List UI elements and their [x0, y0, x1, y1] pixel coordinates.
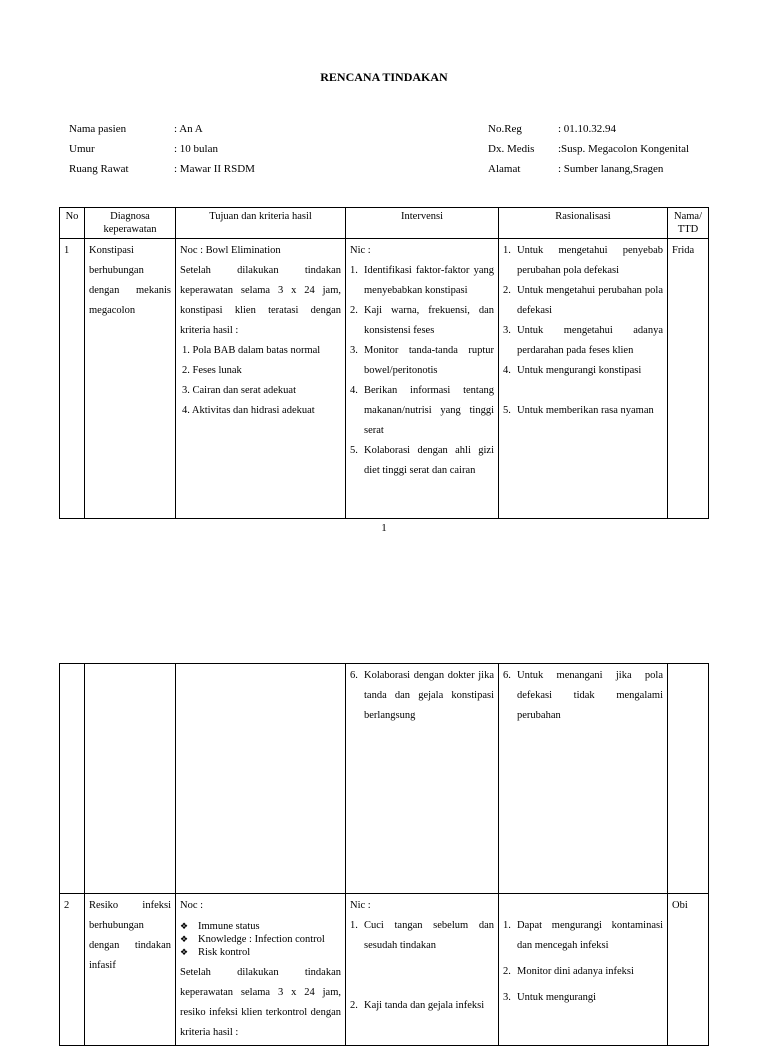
- list-item: 4. Berikan informasi tentang makanan/nutrisi yang tinggi serat: [350, 385, 494, 436]
- cont-rasionalisasi-list: [503, 666, 663, 726]
- header-tujuan: Tujuan dan kriteria hasil: [176, 208, 346, 239]
- row2-rasionalisasi-list: [503, 916, 663, 1008]
- kriteria-item: 2. Feses lunak: [182, 365, 242, 376]
- cont-diagnosa: [85, 664, 176, 894]
- kriteria-item: 4. Aktivitas dan hidrasi adekuat: [182, 405, 315, 416]
- list-item: 1. Cuci tangan sebelum dan sesudah tindakan: [350, 920, 494, 951]
- list-item: ❖ Immune status: [180, 921, 260, 932]
- table-row: [60, 664, 709, 894]
- diamond-bullet-icon: ❖: [180, 921, 189, 931]
- list-item: ❖ Risk kontrol: [180, 947, 251, 958]
- kriteria-item: 1. Pola BAB dalam batas normal: [182, 345, 321, 356]
- care-plan-table-continued: [59, 663, 709, 1046]
- patient-info-left: [69, 119, 255, 179]
- list-item: 1. Identifikasi faktor-faktor yang menyebabkan konstipasi: [350, 265, 494, 296]
- row2-no: 2: [60, 894, 85, 1046]
- list-item: ❖ Knowledge : Infection control: [180, 934, 325, 945]
- diamond-bullet-icon: ❖: [180, 947, 189, 957]
- care-plan-table: [59, 207, 709, 519]
- diamond-bullet-icon: ❖: [180, 934, 189, 944]
- reg-label: No.Reg: [488, 123, 522, 135]
- row2-ttd: Obi: [668, 894, 709, 1046]
- list-item: 3. Monitor tanda-tanda ruptur bowel/peritonotis: [350, 345, 494, 376]
- row1-ttd: Frida: [668, 239, 709, 519]
- row1-intervensi-list: [350, 261, 494, 481]
- row1-no: 1: [60, 239, 85, 519]
- list-item: 1. Dapat mengurangi kontaminasi dan mencegah infeksi: [503, 920, 663, 951]
- list-item: 2. Untuk mengetahui perubahan pola defekasi: [503, 285, 663, 316]
- row1-rasionalisasi-list: [503, 241, 663, 421]
- row1-rasionalisasi: [499, 239, 668, 519]
- row2-intervensi-list: [350, 916, 494, 1016]
- patient-name-value: : An A: [174, 123, 203, 135]
- cont-no: [60, 664, 85, 894]
- list-item: 2. Kaji tanda dan gejala infeksi: [350, 1000, 485, 1011]
- address-value: : Sumber lanang,Sragen: [558, 163, 664, 175]
- row2-noc-list: [180, 920, 341, 959]
- list-item: 3. Untuk mengetahui adanya perdarahan pada feses klien: [503, 325, 663, 356]
- list-item: 5. Untuk memberikan rasa nyaman: [503, 405, 654, 416]
- diagnosis-label: Dx. Medis: [488, 143, 535, 155]
- diagnosis-row: [488, 139, 689, 159]
- row2-diagnosa: Resiko infeksi berhubungan dengan tindakan infasif: [85, 894, 176, 1046]
- list-item: 2. Monitor dini adanya infeksi: [503, 966, 634, 977]
- row2-intervensi: [346, 894, 499, 1046]
- row2-tujuan-text: Setelah dilakukan tindakan keperawatan selama 3 x 24 jam, resiko infeksi klien terkontrol dengan kriteria hasil :: [180, 967, 341, 1038]
- row2-noc: Noc :: [180, 900, 204, 911]
- header-no: No: [60, 208, 85, 239]
- header-ttd: Nama/ TTD: [668, 208, 709, 239]
- row2-nic: Nic :: [350, 900, 371, 911]
- list-item: 6. Kolaborasi dengan dokter jika tanda dan gejala konstipasi berlangsung: [350, 670, 494, 721]
- header-intervensi: Intervensi: [346, 208, 499, 239]
- kriteria-item: 3. Cairan dan serat adekuat: [182, 385, 296, 396]
- patient-name-row: [69, 119, 255, 139]
- row1-kriteria-list: [180, 341, 341, 421]
- list-item: 6. Untuk menangani jika pola defekasi tidak mengalami perubahan: [503, 670, 663, 721]
- cont-intervensi-list: [350, 666, 494, 726]
- address-row: [488, 159, 689, 179]
- list-item: 2. Kaji warna, frekuensi, dan konsistensi feses: [350, 305, 494, 336]
- patient-age-label: Umur: [69, 143, 95, 155]
- row1-diagnosa: Konstipasi berhubungan dengan mekanis megacolon: [85, 239, 176, 519]
- table-row: [60, 894, 709, 1046]
- patient-age-value: : 10 bulan: [174, 143, 218, 155]
- cont-ttd: [668, 664, 709, 894]
- list-item: 3. Untuk mengurangi: [503, 992, 597, 1003]
- list-item: 5. Kolaborasi dengan ahli gizi diet tinggi serat dan cairan: [350, 445, 494, 476]
- row1-tujuan: [176, 239, 346, 519]
- list-item: 4. Untuk mengurangi konstipasi: [503, 365, 642, 376]
- patient-room-value: : Mawar II RSDM: [174, 163, 255, 175]
- cont-intervensi: [346, 664, 499, 894]
- row1-tujuan-text: Setelah dilakukan tindakan keperawatan selama 3 x 24 jam, konstipasi klien teratasi dengan kriteria hasil :: [180, 265, 341, 336]
- row1-intervensi: [346, 239, 499, 519]
- cont-tujuan: [176, 664, 346, 894]
- cont-rasionalisasi: [499, 664, 668, 894]
- patient-room-row: [69, 159, 255, 179]
- table-header-row: [60, 208, 709, 239]
- patient-room-label: Ruang Rawat: [69, 163, 129, 175]
- patient-name-label: Nama pasien: [69, 123, 127, 135]
- diagnosis-value: :Susp. Megacolon Kongenital: [558, 143, 690, 155]
- row1-noc: Noc : Bowl Elimination: [180, 245, 281, 256]
- row2-tujuan: [176, 894, 346, 1046]
- page-number: 1: [381, 522, 387, 534]
- header-diagnosa: Diagnosa keperawatan: [85, 208, 176, 239]
- patient-age-row: [69, 139, 255, 159]
- reg-row: [488, 119, 689, 139]
- list-item: 1. Untuk mengetahui penyebab perubahan pola defekasi: [503, 245, 663, 276]
- reg-value: : 01.10.32.94: [558, 123, 617, 135]
- page-title: RENCANA TINDAKAN: [320, 70, 448, 84]
- table-row: [60, 239, 709, 519]
- row1-nic: Nic :: [350, 245, 371, 256]
- row2-rasionalisasi: [499, 894, 668, 1046]
- header-rasionalisasi: Rasionalisasi: [499, 208, 668, 239]
- patient-info-right: [488, 119, 689, 179]
- address-label: Alamat: [488, 163, 521, 175]
